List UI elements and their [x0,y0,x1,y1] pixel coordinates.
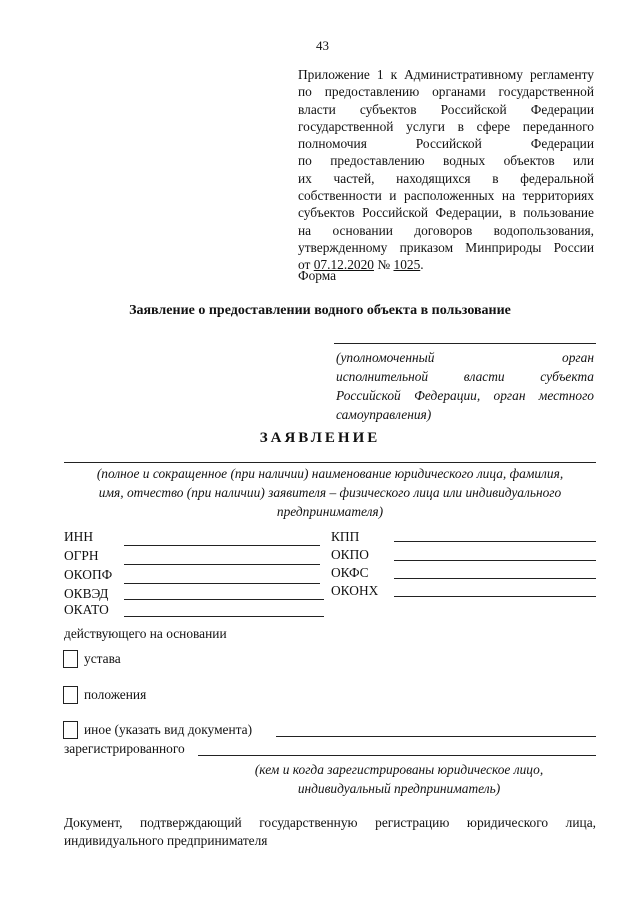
order-prefix: от [298,257,311,273]
other-document-field[interactable] [276,736,596,737]
authority-caption [336,348,594,424]
appendix-line: на основании договоров водопользования, [298,222,594,238]
statement-title: ЗАЯВЛЕНИЕ [259,430,381,446]
code-label-okved: ОКВЭД [64,586,109,601]
option-charter-checkbox[interactable] [63,650,78,668]
form-label: Форма [298,268,337,283]
appendix-line: по предоставлению водных объектов или [298,153,594,169]
registration-document-paragraph [64,814,596,850]
kpp-field[interactable] [394,541,596,542]
basis-label: действующего на основании [64,626,227,641]
appendix-line: субъектов Российской Федерации, в пользование [298,205,594,221]
appendix-line: власти субъектов Российской Федерации [298,101,594,117]
applicant-caption-line: (полное и сокращенное (при наличии) наименование юридического лица, фамилия, [96,466,564,481]
option-regulation-label: положения [84,687,147,702]
authority-caption-line: самоуправления) [336,407,432,422]
appendix-line: собственности и расположенных на территориях [298,188,594,204]
okfs-field[interactable] [394,578,596,579]
okopf-field[interactable] [124,583,320,584]
inn-field[interactable] [124,545,320,546]
authority-input-line[interactable] [334,343,596,344]
registered-caption [200,760,598,798]
authority-caption-line: исполнительной власти субъекта [336,369,594,384]
page-number: 43 [316,38,329,53]
main-title: Заявление о предоставлении водного объекта в пользование [129,303,511,318]
option-regulation-checkbox[interactable] [63,686,78,704]
registered-label: зарегистрированного [64,741,185,756]
code-label-okopf: ОКОПФ [64,567,113,582]
applicant-caption [60,464,600,521]
order-reference [298,256,594,273]
order-no-sign: № [377,257,391,273]
order-number: 1025 [393,257,421,273]
option-other-checkbox[interactable] [63,721,78,739]
option-charter-label: устава [84,651,121,666]
appendix-line: утвержденному приказом Минприроды России [298,239,594,255]
code-label-inn: ИНН [64,529,94,544]
applicant-input-line[interactable] [64,462,596,463]
order-date: 07.12.2020 [313,257,374,273]
appendix-line: полномочия Российской Федерации [298,136,594,152]
appendix-line: Приложение 1 к Административному регламенту [298,67,594,82]
document-line: Документ, подтверждающий государственную регистрацию юридического лица, [64,815,596,830]
ogrn-field[interactable] [124,564,320,565]
code-label-okonh: ОКОНХ [331,583,379,598]
applicant-caption-line: предпринимателя) [276,504,384,519]
appendix-line: их частей, находящихся в федеральной [298,170,594,186]
appendix-line: государственной услуги в сфере переданного [298,118,594,134]
code-label-ogrn: ОГРН [64,548,99,563]
okonh-field[interactable] [394,596,596,597]
code-label-kpp: КПП [331,529,360,544]
code-label-okpo: ОКПО [331,547,369,562]
registered-caption-line: индивидуальный предприниматель) [297,781,501,796]
appendix-header [298,66,594,274]
code-label-okfs: ОКФС [331,565,369,580]
code-label-okato: ОКАТО [64,602,109,617]
registered-field[interactable] [198,755,596,756]
authority-caption-line: Российской Федерации, орган местного [336,388,594,403]
document-line: индивидуального предпринимателя [64,833,268,848]
appendix-line: по предоставлению органами государственной [298,84,594,100]
authority-caption-line: (уполномоченный орган [336,350,594,365]
option-other-label: иное (указать вид документа) [84,722,253,737]
okpo-field[interactable] [394,560,596,561]
order-suffix: . [420,257,424,273]
okved-field[interactable] [124,599,324,600]
applicant-caption-line: имя, отчество (при наличии) заявителя – физического лица или индивидуального [98,485,562,500]
okato-field[interactable] [124,616,324,617]
registered-caption-line: (кем и когда зарегистрированы юридическое лицо, [254,762,544,777]
